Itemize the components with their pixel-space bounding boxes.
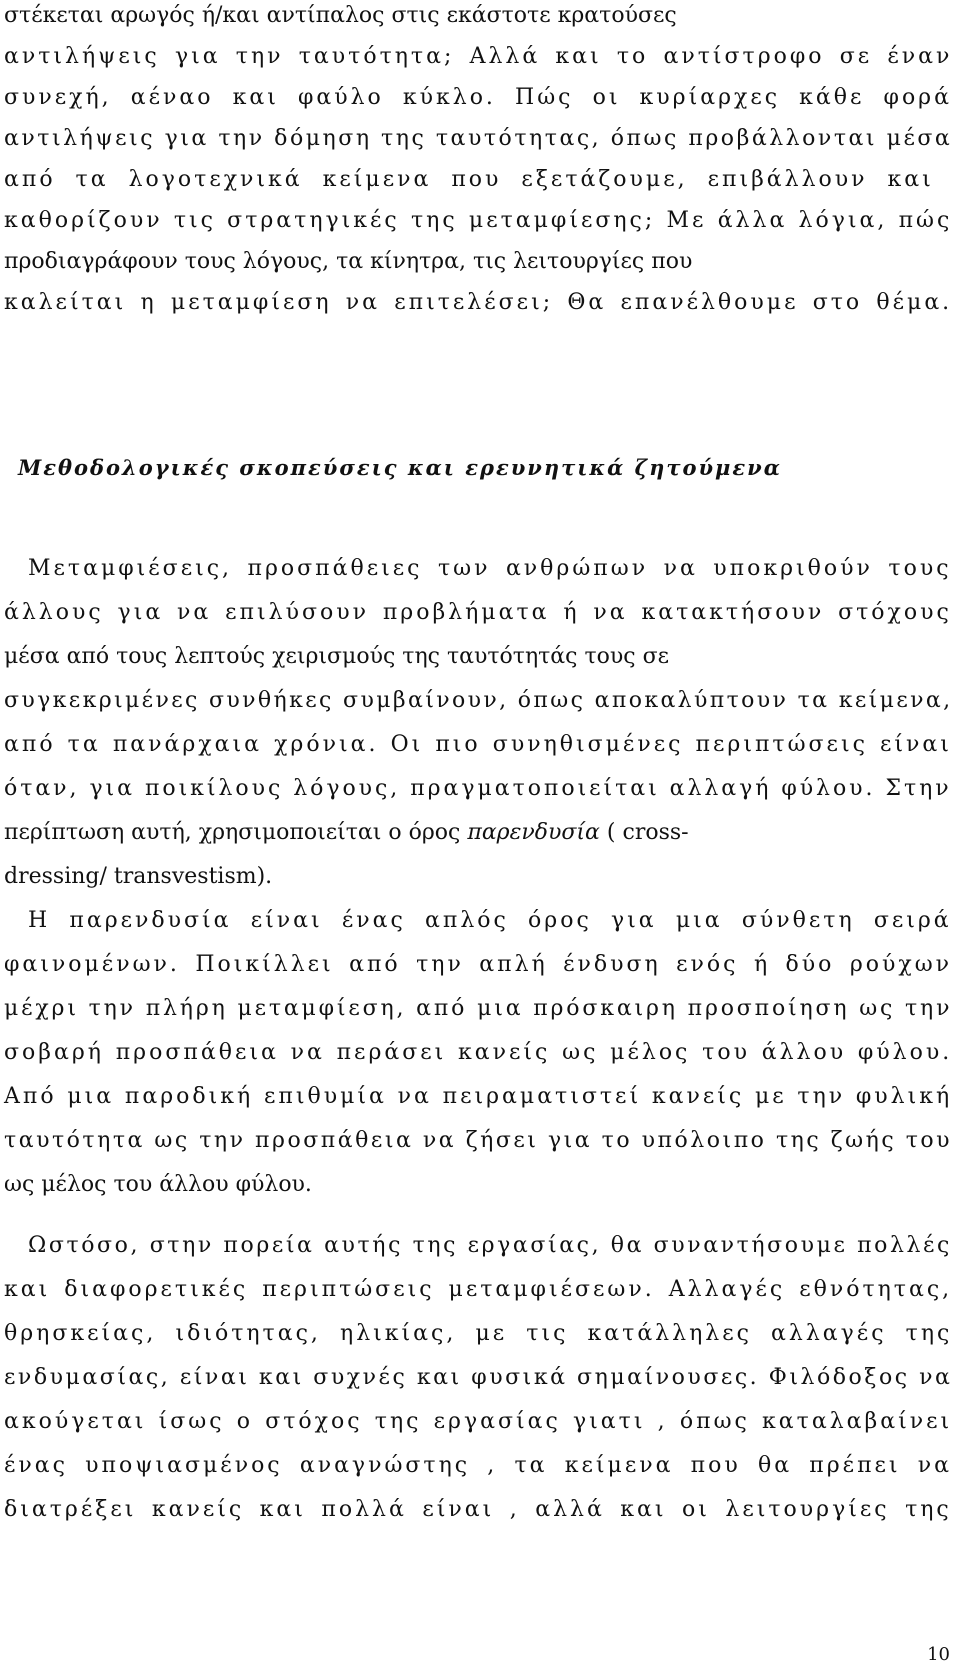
section-heading: Μεθοδολογικές σκοπεύσεις και ερευνητικά ζητούμενα [18, 455, 782, 480]
paragraph-line: καθορίζουν τις στρατηγικές της μεταμφίεσης; Με άλλα λόγια, πώς [4, 208, 953, 233]
paragraph-line: και διαφορετικές περιπτώσεις μεταμφιέσεων. Αλλαγές εθνότητας, [4, 1277, 953, 1302]
italic-term: παρενδυσία [467, 820, 600, 845]
paragraph-line: dressing/ transvestism). [4, 864, 273, 889]
paragraph-line: ενδυμασίας, είναι και συχνές και φυσικά σημαίνουσες. Φιλόδοξος να [4, 1365, 953, 1390]
paragraph-line: καλείται η μεταμφίεση να επιτελέσει; Θα επανέλθουμε στο θέμα. [4, 290, 953, 315]
paragraph-line: στέκεται αρωγός ή/και αντίπαλος στις εκάστοτε κρατούσες [4, 3, 677, 28]
paragraph-line: ένας υποψιασμένος αναγνώστης , τα κείμενα που θα πρέπει να [4, 1453, 952, 1478]
paragraph-line: συνεχή, αέναο και φαύλο κύκλο. Πώς οι κυρίαρχες κάθε φορά [4, 85, 952, 110]
paragraph-line: από τα λογοτεχνικά κείμενα που εξετάζουμε, επιβάλλουν και [4, 167, 934, 192]
line-text-before-term: περίπτωση αυτή, χρησιμοποιείται ο όρος [4, 820, 468, 845]
paragraph-line: ως μέλος του άλλου φύλου. [4, 1172, 312, 1197]
paragraph-line: αντιλήψεις για την ταυτότητα; Αλλά και το αντίστροφο σε έναν [4, 44, 953, 69]
paragraph-line: συγκεκριμένες συνθήκες συμβαίνουν, όπως αποκαλύπτουν τα κείμενα, [4, 688, 953, 713]
paragraph-line: προδιαγράφουν τους λόγους, τα κίνητρα, τις λειτουργίες που [4, 249, 693, 274]
paragraph-line: ταυτότητα ως την προσπάθεια να ζήσει για το υπόλοιπο της ζωής του [4, 1128, 953, 1153]
paragraph-line: αντιλήψεις για την δόμηση της ταυτότητας, όπως προβάλλονται μέσα [4, 126, 953, 151]
paragraph-line: Από μια παροδική επιθυμία να πειραματιστεί κανείς με την φυλική [4, 1084, 953, 1109]
paragraph-line: μέσα από τους λεπτούς χειρισμούς της ταυτότητάς τους σε [4, 644, 669, 669]
paragraph-line: όταν, για ποικίλους λόγους, πραγματοποιείται αλλαγή φύλου. Στην [4, 776, 952, 801]
paragraph-line: μέχρι την πλήρη μεταμφίεση, από μια πρόσκαιρη προσποίηση ως την [4, 996, 953, 1021]
page-number: 10 [927, 1644, 950, 1665]
paragraph-line: σοβαρή προσπάθεια να περάσει κανείς ως μέλος του άλλου φύλου. [4, 1040, 953, 1065]
paragraph-line: φαινομένων. Ποικίλλει από την απλή ένδυση ενός ή δύο ρούχων [4, 952, 953, 977]
paragraph-line: Η παρενδυσία είναι ένας απλός όρος για μια σύνθετη σειρά [28, 908, 952, 933]
paragraph-line-with-term [4, 813, 689, 853]
paragraph-line: διατρέξει κανείς και πολλά είναι , αλλά και οι λειτουργίες της [4, 1497, 952, 1522]
paragraph-line: από τα πανάρχαια χρόνια. Οι πιο συνηθισμένες περιπτώσεις είναι [4, 732, 952, 757]
paragraph-line: ακούγεται ίσως ο στόχος της εργασίας γιατι , όπως καταλαβαίνει [4, 1409, 953, 1434]
paragraph-line: Ωστόσο, στην πορεία αυτής της εργασίας, θα συναντήσουμε πολλές [28, 1233, 952, 1258]
paragraph-line: θρησκείας, ιδιότητας, ηλικίας, με τις κατάλληλες αλλαγές της [4, 1321, 953, 1346]
paragraph-line: Μεταμφιέσεις, προσπάθειες των ανθρώπων να υποκριθούν τους [28, 556, 952, 581]
line-text-after-term: ( cross- [599, 820, 689, 845]
paragraph-line: άλλους για να επιλύσουν προβλήματα ή να κατακτήσουν στόχους [4, 600, 952, 625]
